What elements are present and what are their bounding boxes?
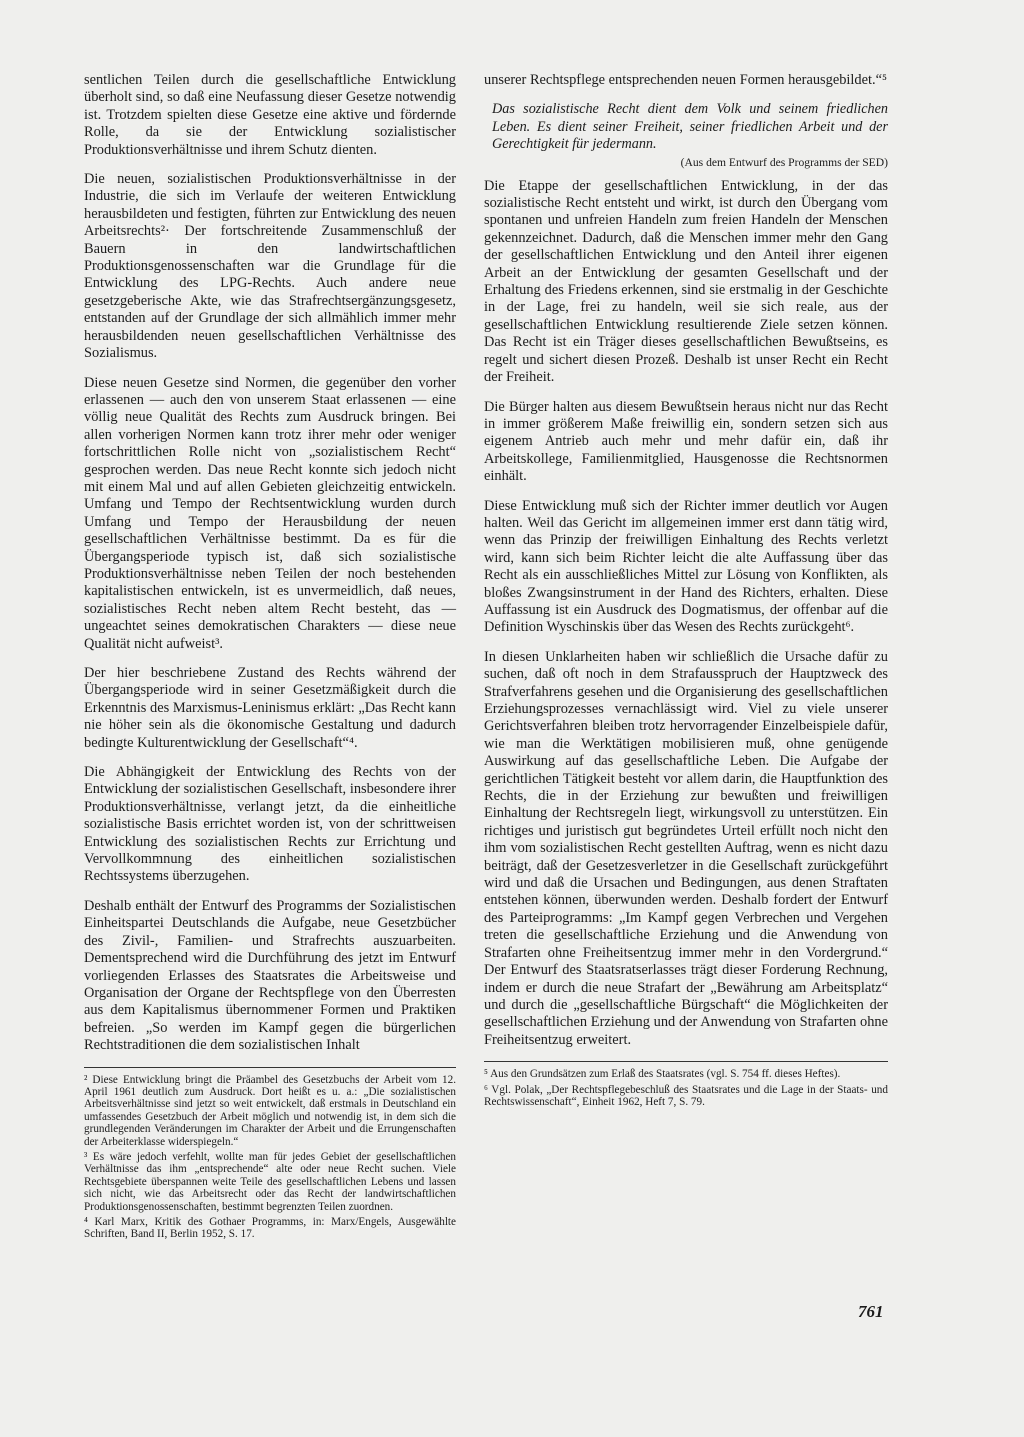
footnote: ³ Es wäre jedoch verfehlt, wollte man für jedes Gebiet der gesellschaftlichen Verhältnisse das ihm „entsprechende“ alte oder neue Recht suchen. Viele Rechtsgebiete überspannen weite Teile des gesellschaftlichen Lebens und lassen sich nicht, wie das Arbeitsrecht oder das Recht der landwirtschaftlichen Produktionsgenossenschaften, bestimmt begrenzten Teilen zuordnen. xyxy=(84,1150,456,1213)
quote-source: (Aus dem Entwurf des Programms der SED) xyxy=(680,155,888,169)
body-paragraph: In diesen Unklarheiten haben wir schließlich die Ursache dafür zu suchen, daß oft noch in dem Strafausspruch der Hauptzweck des Strafverfahrens gesehen und die Organisierung des gesellschaftlichen Erziehungsprozesses vernachlässigt wird. Viel zu viele unserer Gerichtsverfahren bleiben trotz hervorragender Einzelbeispiele dafür, wie man die Werktätigen mobilisieren muß, ohne genügende Auswirkung auf das gesellschaftliche Leben. Die Aufgabe der gerichtlichen Tätigkeit besteht vor allem darin, die Hauptfunktion des Rechts, die in der Erziehung zur bewußten und freiwilligen Einhaltung der Rechtsregeln liegt, wirkungsvoll zu unterstützen. Ein richtiges und juristisch gut begründetes Urteil erfüllt noch nicht den ihm vom sozialistischen Recht gestellten Auftrag, wenn es nicht dazu beiträgt, daß der Gesetzesverletzer in die Gesellschaft zurückgeführt wird und daß die Ursachen und Bedingungen, aus denen Straftaten entstehen können, überwunden werden. Deshalb fordert der Entwurf des Parteiprogramms: „Im Kampf gegen Verbrechen und Vergehen treten die gesellschaftliche Erziehung und die Anwendung von Strafarten ohne Freiheitsentzug immer mehr in den Vordergrund.“ Der Entwurf des Staatsratserlasses trägt dieser Forderung Rechnung, indem er durch die neue Strafart der „Bewährung am Arbeitsplatz“ und durch die „gesellschaftliche Bürgschaft“ die Möglichkeiten der gesellschaftlichen Erziehung und der Anwendung von Strafarten ohne Freiheitsentzug erweitert. xyxy=(484,648,888,1048)
footnote: ⁴ Karl Marx, Kritik des Gothaer Programms, in: Marx/Engels, Ausgewählte Schriften, Band II, Berlin 1952, S. 17. xyxy=(84,1216,456,1241)
footnote: ² Diese Entwicklung bringt die Präambel des Gesetzbuchs der Arbeit vom 12. April 1961 deutlich zum Ausdruck. Dort heißt es u. a.: „Die sozialistischen Arbeitsverhältnisse sind jetzt so weit entwickelt, daß erstmals in Deutschland ein umfassendes Gesetzbuch der Arbeit möglich und notwendig ist, in dem sich die grundlegenden Veränderungen im Charakter der Arbeit und die Errungenschaften der Arbeiterklasse widerspiegeln.“ xyxy=(84,1073,456,1148)
body-paragraph: Deshalb enthält der Entwurf des Programms der Sozialistischen Einheitspartei Deutschlands die Aufgabe, neue Gesetzbücher des Zivil-, Familien- und Strafrechts auszuarbeiten. Dementsprechend wird die Durchführung des jetzt im Entwurf vorliegenden Erlasses des Staatsrates die Arbeitsweise und Organisation der Organe der Rechtspflege von den Überresten aus dem Kapitalismus übernommener Formen und Praktiken befreien. „So werden im Kampf gegen die bürgerlichen Rechtstraditionen die dem sozialistischen Inhalt xyxy=(84,897,456,1054)
right-column xyxy=(484,72,888,1111)
body-paragraph: Die neuen, sozialistischen Produktionsverhältnisse in der Industrie, die sich im Verlaufe der weiteren Entwicklung herausbildeten und festigten, führten zur Entwicklung des neuen Arbeitsrechts²· Der fortschreitende Zusammenschluß der Bauern in den landwirtschaftlichen Produktionsgenossenschaften war die Grundlage für die Entwicklung des LPG-Rechts. Auch andere neue gesetzgeberische Akte, wie das Strafrechtsergänzungsgesetz, entstanden auf der Grundlage der sich allmählich immer mehr herausbildenden neuen gesellschaftlichen Verhältnisse des Sozialismus. xyxy=(84,171,456,362)
body-paragraph: Diese neuen Gesetze sind Normen, die gegenüber den vorher erlassenen — auch den von unserem Staat erlassenen — eine völlig neue Qualität des Rechts zum Ausdruck bringen. Bei allen vorherigen Normen kann trotz ihrer mehr oder weniger fortschrittlichen Rolle nicht von „sozialistischem Recht“ gesprochen werden. Das neue Recht konnte sich jedoch nicht mit einem Mal und auf allen Gebieten gleichzeitig entwickeln. Umfang und Tempo der Rechtsentwicklung wurden durch Umfang und Tempo der Herausbildung der neuen gesellschaftlichen Verhältnisse bestimmt. Da es für die Übergangsperiode typisch ist, daß sich sozialistische Produktionsverhältnisse neben Teilen der noch bestehenden kapitalistischen entwickeln, ist es unvermeidlich, daß neues, sozialistisches Recht neben altem Recht besteht, das — ungeachtet seines demokratischen Charakters — diese neue Qualität nicht aufweist³. xyxy=(84,374,456,652)
footnote: ⁵ Aus den Grundsätzen zum Erlaß des Staatsrates (vgl. S. 754 ff. dieses Heftes). xyxy=(484,1068,841,1081)
lead-paragraph: unserer Rechtspflege entsprechenden neuen Formen herausgebildet.“⁵ xyxy=(484,72,888,88)
body-paragraph: Die Etappe der gesellschaftlichen Entwicklung, in der das sozialistische Recht entsteht und wirkt, ist durch den Übergang vom spontanen und unfreien Handeln zum freien Handeln der Menschen gekennzeichnet. Dadurch, daß die Menschen immer mehr den Gang der gesellschaftlichen Entwicklung und den Anteil ihrer eigenen Arbeit an der Entwicklung der gesamten Gesellschaft und der Erhaltung des Friedens erkennen, sind sie erstmalig in der Geschichte in der Lage, frei zu handeln, weil sie sich reale, aus der gesellschaftlichen Entwicklung resultierende Ziele setzen können. Das Recht ist ein Träger dieses gesellschaftlichen Bewußtseins, es regelt und sichert diesen Prozeß. Deshalb ist unser Recht ein Recht der Freiheit. xyxy=(484,177,888,386)
body-paragraph: Diese Entwicklung muß sich der Richter immer deutlich vor Augen halten. Weil das Gericht im allgemeinen immer erst dann tätig wird, wenn das Prinzip der freiwilligen Einhaltung des Rechts verletzt wird, kann sich beim Richter leicht die alte Auffassung über das Recht als ein ausschließliches Mittel zur Lösung von Konflikten, als bloßes Zwangsinstrument in der Hand des Richters, erhalten. Diese Auffassung ist ein Ausdruck des Dogmatismus, der offenbar auf die Definition Wyschinskis über das Wesen des Rechts zurückgeht⁶. xyxy=(484,497,888,636)
footnote: ⁶ Vgl. Polak, „Der Rechtspflegebeschluß des Staatsrates und die Lage in der Staats- und Rechtswissenschaft“, Einheit 1962, Heft 7, S. 79. xyxy=(484,1083,888,1108)
body-paragraph: Die Bürger halten aus diesem Bewußtsein heraus nicht nur das Recht in immer größerem Maße freiwillig ein, sondern setzen sich aus eigenem Antrieb auch mehr und mehr dafür ein, daß ihr Arbeitskollege, Familienmitglied, Hausgenosse die Rechtsnormen einhält. xyxy=(484,398,888,485)
footnote-divider xyxy=(84,1067,456,1068)
footnote-divider xyxy=(484,1061,888,1062)
body-paragraph: Die Abhängigkeit der Entwicklung des Rechts von der Entwicklung der sozialistischen Gesellschaft, insbesondere ihrer Produktionsverhältnisse, verlangt jetzt, da die einheitliche sozialistische Basis errichtet worden ist, von der schrittweisen Entwicklung des sozialistischen Rechts zur Errichtung und Vervollkommnung des einheitlichen sozialistischen Rechtssystems überzugehen. xyxy=(84,764,456,885)
body-paragraph: Der hier beschriebene Zustand des Rechts während der Übergangsperiode wird in seiner Gesetzmäßigkeit durch die Erkenntnis des Marxismus-Leninismus erklärt: „Das Recht kann nie höher sein als die ökonomische Gestaltung und dadurch bedingte Kulturentwicklung der Gesellschaft“⁴. xyxy=(84,665,456,751)
program-quote: Das sozialistische Recht dient dem Volk und seinem friedlichen Leben. Es dient seiner Freiheit, seiner friedlichen Arbeit und der Gerechtigkeit für jedermann. xyxy=(492,101,888,153)
page-number: 761 xyxy=(858,1302,884,1321)
body-paragraph: sentlichen Teilen durch die gesellschaftliche Entwicklung überholt sind, so daß eine Neufassung dieser Gesetze notwendig ist. Trotzdem spielten diese Gesetze eine aktive und fördernde Rolle, da sie der Entwicklung sozialistischer Produktionsverhältnisse und ihrem Schutz dienten. xyxy=(84,72,456,158)
left-column xyxy=(84,72,456,1244)
